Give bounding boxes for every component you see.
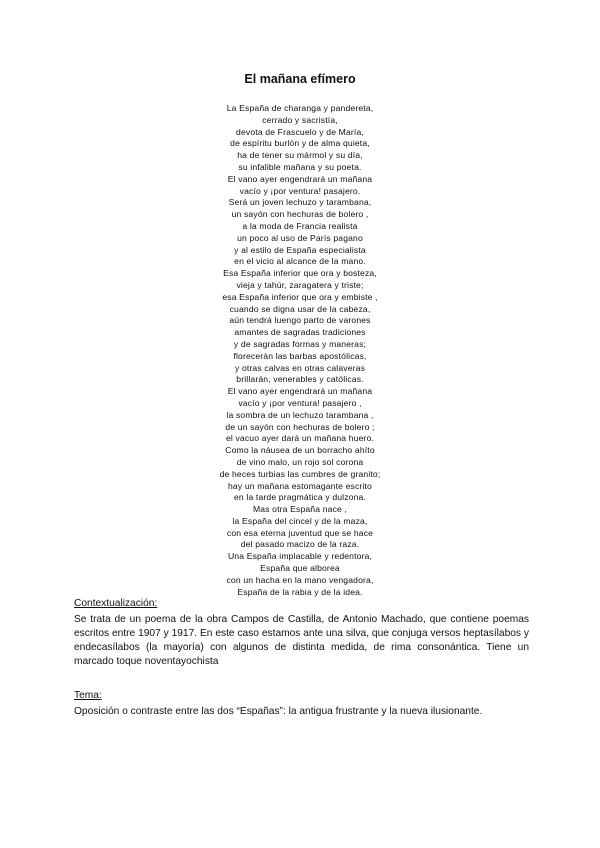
context-section: [74, 598, 529, 669]
poem-line: vacío y ¡por ventura! pasajero.: [239, 185, 361, 196]
poem-line: la España del cincel y de la maza,: [232, 515, 368, 526]
poem-line: España de la rabia y de la idea.: [237, 586, 363, 597]
poem-line: de heces turbias las cumbres de granito;: [219, 468, 381, 479]
theme-paragraph: Oposición o contraste entre las dos “Españas”: la antigua frustrante y la nueva ilusionante.: [74, 706, 483, 717]
poem-line: de un sayón con hechuras de bolero ;: [225, 421, 375, 432]
poem-line: y al estilo de España especialista: [234, 244, 366, 255]
poem-line: El vano ayer engendrará un mañana: [227, 386, 373, 397]
theme-heading: Tema:: [74, 690, 102, 701]
poem-line: amantes de sagradas tradiciones: [234, 327, 366, 338]
poem-line: cerrado y sacristía,: [262, 114, 338, 125]
poem-line: hay un mañana estomagante escrito: [228, 480, 372, 491]
context-paragraph: Se trata de un poema de la obra Campos de Castilla, de Antonio Machado, que contiene poemas escritos entre 1907 y 1917. En este caso estamos ante una silva, que conjuga versos heptasílabos y endecasílabos (la mayoría) con algunos de distinta medida, de rima consonántica. Tiene un marcado toque noventayochista: [74, 614, 529, 667]
poem-line: el vacuo ayer dará un mañana huero.: [225, 433, 375, 444]
poem-line: en el vicio al alcance de la mano.: [234, 256, 366, 267]
poem-line: de espíritu burlón y de alma quieta,: [230, 138, 370, 149]
poem-line: del pasado macizo de la raza.: [240, 539, 360, 550]
poem-line: ha de tener su mármol y su día,: [237, 150, 363, 161]
poem-line: vacío y ¡por ventura! pasajero ,: [238, 397, 362, 408]
poem-line: florecerán las barbas apostólicas,: [233, 350, 367, 361]
poem-line: La España de charanga y pandereta,: [226, 103, 374, 113]
poem-line: y otras calvas en otras calaveras: [234, 362, 366, 373]
poem-line: con un hacha en la mano vengadora,: [226, 574, 374, 585]
poem-line: aún tendrá luengo parto de varones: [229, 315, 371, 326]
poem-line: de vino malo, un rojo sol corona: [236, 456, 364, 467]
poem-line: en la tarde pragmática y dulzona.: [233, 492, 367, 503]
poem-body: [0, 103, 600, 598]
poem-line: Esa España inferior que ora y bosteza,: [223, 268, 377, 279]
poem-line: su infalible mañana y su poeta.: [238, 161, 362, 172]
poem-line: la sombra de un lechuzo tarambana ,: [226, 409, 374, 420]
poem-line: cuando se digna usar de la cabeza,: [229, 303, 371, 314]
poem-line: vieja y tahúr, zaragatera y triste;: [236, 279, 364, 290]
poem-line: Como la náusea de un borracho ahíto: [225, 445, 375, 456]
poem-line: Será un joven lechuzo y tarambana,: [228, 197, 372, 208]
poem-title: El mañana efímero: [244, 72, 356, 86]
poem-line: esa España inferior que ora y embiste ,: [222, 291, 378, 302]
context-heading: Contextualización:: [74, 598, 158, 609]
poem-line: a la moda de Francia realista: [242, 220, 358, 231]
poem-line: y de sagradas formas y maneras;: [233, 338, 367, 349]
poem-line: un poco al uso de París pagano: [237, 232, 363, 243]
poem-line: un sayón con hechuras de bolero ,: [231, 209, 369, 220]
poem-line: devota de Frascuelo y de María,: [236, 126, 364, 137]
poem-line: España que alborea: [260, 563, 340, 574]
poem-line: brillarán, venerables y católicas.: [236, 374, 364, 385]
poem-line: Mas otra España nace ,: [252, 504, 348, 515]
poem-line: Una España implacable y redentora,: [227, 551, 373, 562]
poem-line: El vano ayer engendrará un mañana: [227, 173, 373, 184]
poem-line: con esa eterna juventud que se hace: [226, 527, 374, 538]
theme-section: [74, 690, 529, 719]
